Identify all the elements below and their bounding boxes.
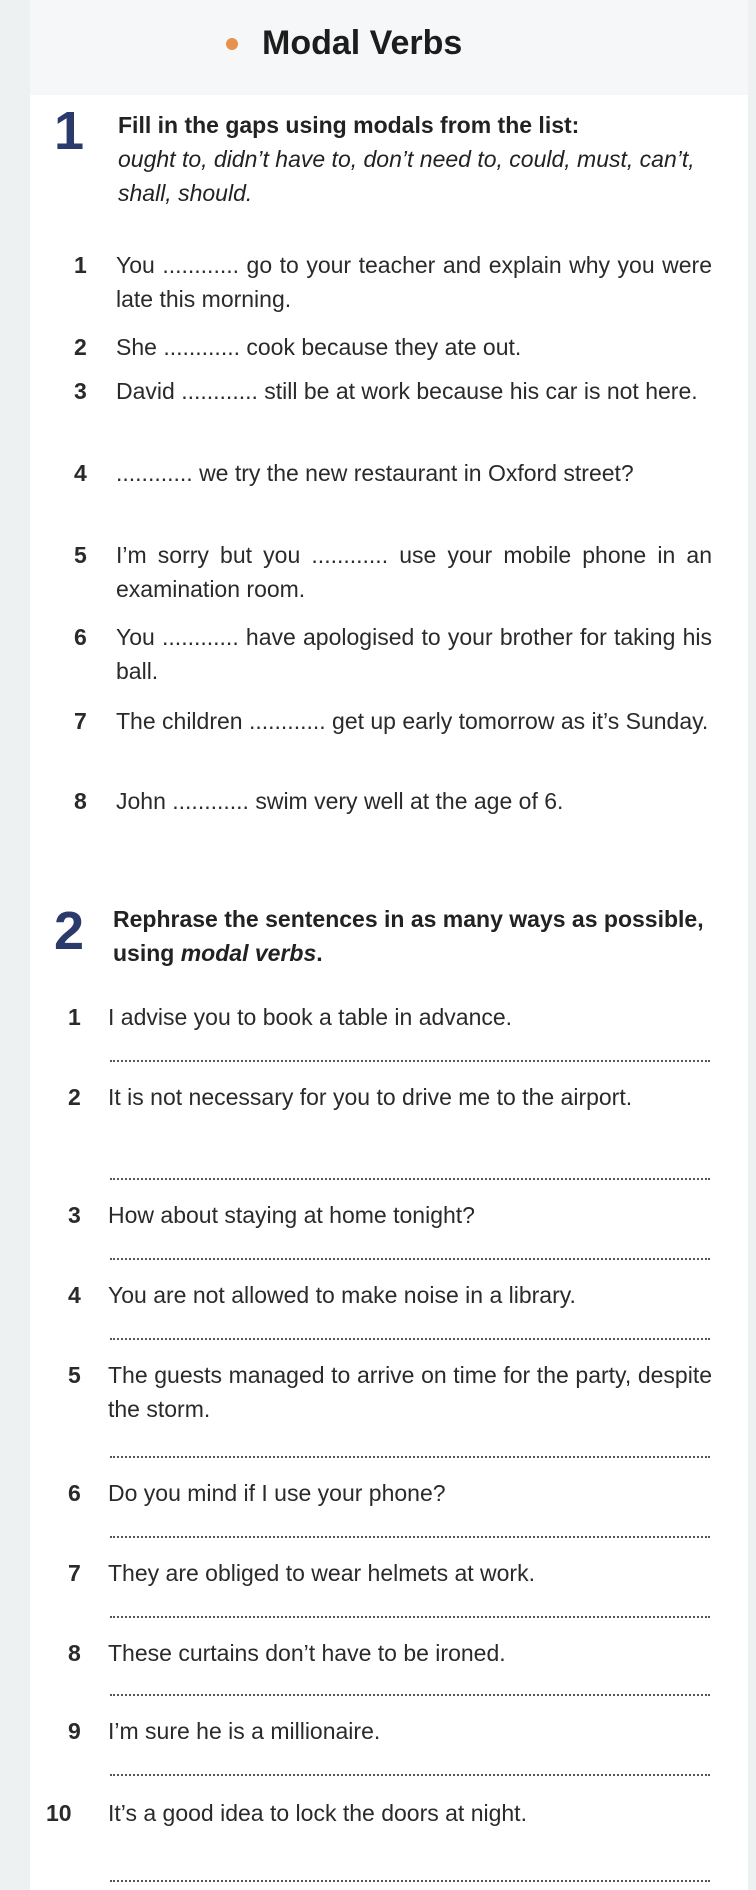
item-sentence: You ............ go to your teacher and explain why you were late this morning. bbox=[116, 252, 712, 312]
item-sentence: David ............ still be at work because his car is not here. bbox=[116, 378, 698, 404]
item-sentence: These curtains don’t have to be ironed. bbox=[108, 1640, 506, 1666]
item-number: 4 bbox=[74, 460, 87, 486]
item-sentence: I advise you to book a table in advance. bbox=[108, 1004, 513, 1030]
item-sentence: You ............ have apologised to your brother for taking his ball. bbox=[116, 624, 712, 684]
item-number: 10 bbox=[46, 1800, 72, 1826]
header-band bbox=[30, 0, 748, 95]
item-sentence: The children ............ get up early tomorrow as it’s Sunday. bbox=[116, 708, 709, 734]
exercise-1-number: 1 bbox=[54, 101, 85, 161]
exercise-1-modal-list: ought to, didn’t have to, don’t need to, could, must, can’t, shall, should. bbox=[118, 146, 695, 206]
answer-line[interactable] bbox=[110, 1774, 710, 1776]
answer-line[interactable] bbox=[110, 1258, 710, 1260]
answer-line[interactable] bbox=[110, 1456, 710, 1458]
item-number: 2 bbox=[74, 334, 87, 360]
item-sentence: I’m sorry but you ............ use your mobile phone in an examination room. bbox=[116, 542, 712, 602]
item-sentence: John ............ swim very well at the age of 6. bbox=[116, 788, 564, 814]
item-number: 6 bbox=[74, 624, 87, 650]
item-sentence: The guests managed to arrive on time for the party, despite the storm. bbox=[108, 1362, 712, 1422]
item-number: 1 bbox=[68, 1004, 81, 1030]
item-number: 4 bbox=[68, 1282, 81, 1308]
item-number: 9 bbox=[68, 1718, 81, 1744]
item-number: 2 bbox=[68, 1084, 81, 1110]
exercise-2-instruction-em: modal verbs bbox=[180, 940, 317, 966]
item-number: 7 bbox=[74, 708, 87, 734]
item-sentence: It is not necessary for you to drive me to the airport. bbox=[108, 1084, 633, 1110]
item-number: 8 bbox=[74, 788, 87, 814]
item-number: 7 bbox=[68, 1560, 81, 1586]
item-number: 5 bbox=[68, 1362, 81, 1388]
exercise-1-instruction bbox=[118, 108, 718, 210]
item-sentence: They are obliged to wear helmets at work. bbox=[108, 1560, 535, 1586]
item-number: 3 bbox=[74, 378, 87, 404]
exercise-2-instruction-main: Rephrase the sentences in as many ways as possible, using bbox=[113, 906, 704, 966]
item-sentence: You are not allowed to make noise in a library. bbox=[108, 1282, 576, 1308]
exercise-2-number: 2 bbox=[54, 901, 85, 961]
answer-line[interactable] bbox=[110, 1616, 710, 1618]
item-sentence: It’s a good idea to lock the doors at night. bbox=[108, 1800, 527, 1826]
item-sentence: Do you mind if I use your phone? bbox=[108, 1480, 446, 1506]
answer-line[interactable] bbox=[110, 1338, 710, 1340]
item-number: 5 bbox=[74, 542, 87, 568]
answer-line[interactable] bbox=[110, 1178, 710, 1180]
item-sentence: She ............ cook because they ate out. bbox=[116, 334, 522, 360]
page-title: Modal Verbs bbox=[262, 24, 463, 62]
item-number: 1 bbox=[74, 252, 87, 278]
item-number: 8 bbox=[68, 1640, 81, 1666]
item-sentence: I’m sure he is a millionaire. bbox=[108, 1718, 381, 1744]
answer-line[interactable] bbox=[110, 1880, 710, 1882]
item-sentence: ............ we try the new restaurant in Oxford street? bbox=[116, 460, 634, 486]
answer-line[interactable] bbox=[110, 1060, 710, 1062]
exercise-2-instruction bbox=[113, 902, 713, 970]
item-number: 6 bbox=[68, 1480, 81, 1506]
item-sentence: How about staying at home tonight? bbox=[108, 1202, 475, 1228]
bullet-dot-icon bbox=[226, 38, 238, 50]
exercise-1-instruction-bold: Fill in the gaps using modals from the list: bbox=[118, 112, 580, 138]
worksheet-page bbox=[30, 0, 748, 1890]
item-number: 3 bbox=[68, 1202, 81, 1228]
exercise-2-instruction-end: . bbox=[316, 940, 323, 966]
answer-line[interactable] bbox=[110, 1536, 710, 1538]
answer-line[interactable] bbox=[110, 1694, 710, 1696]
